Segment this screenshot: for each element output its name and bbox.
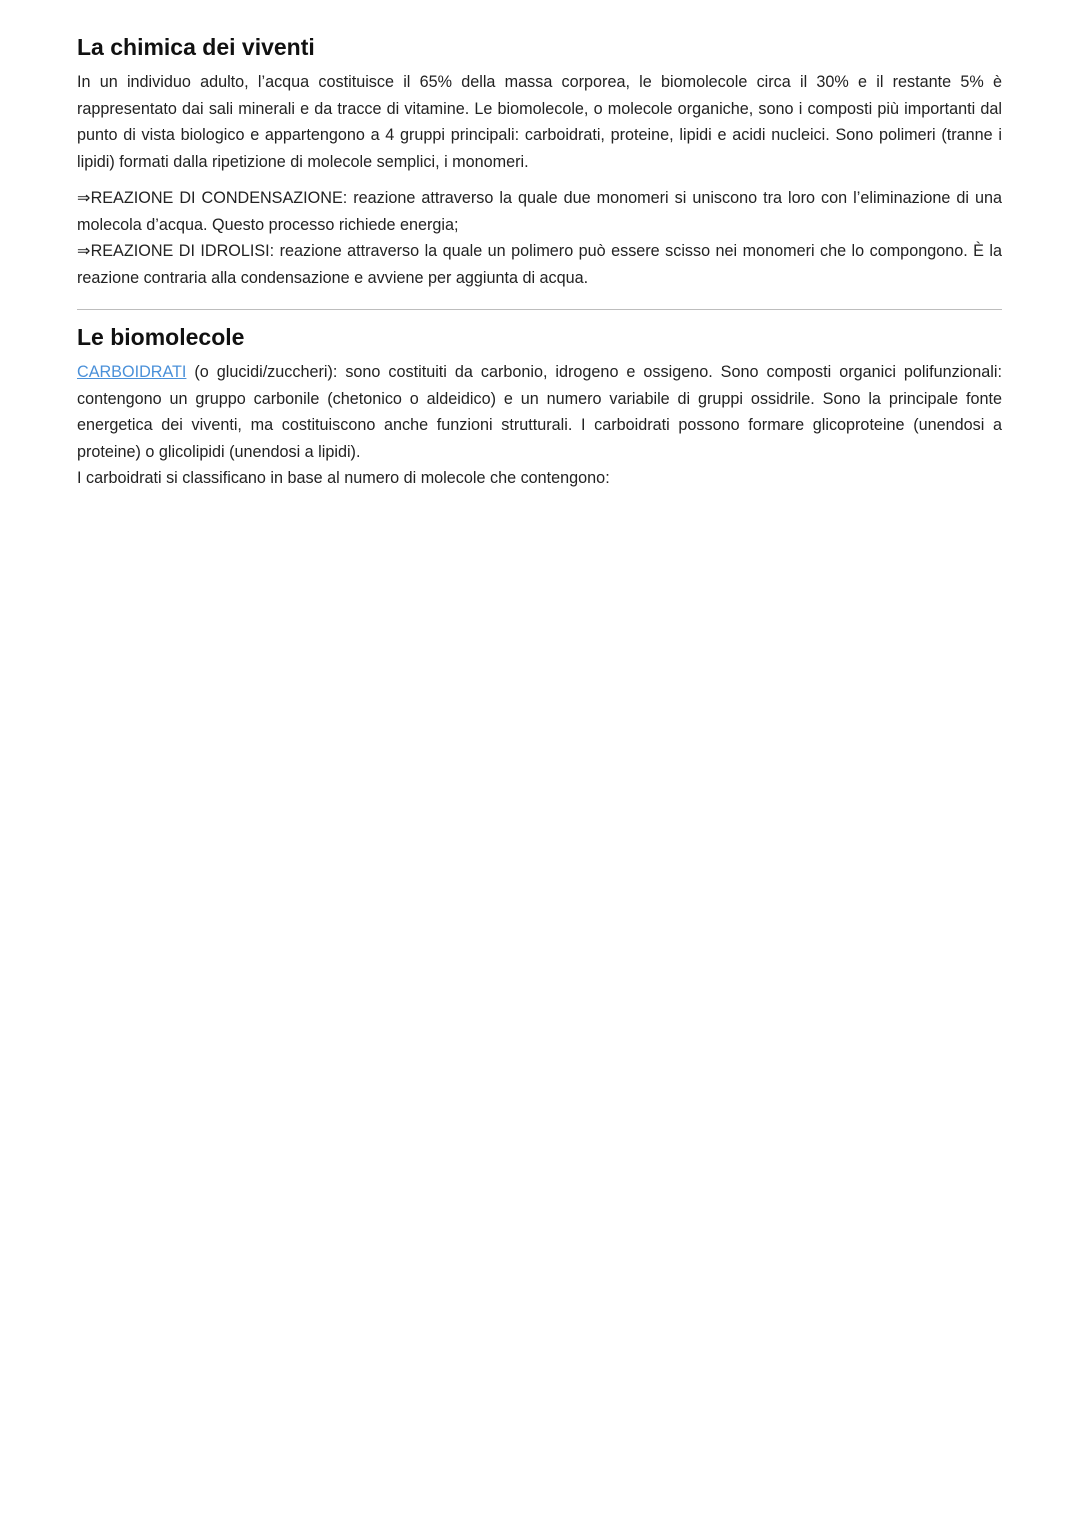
section-title-biomolecole: Le biomolecole: [77, 324, 245, 350]
classificazione-paragraph: I carboidrati si classificano in base al numero di molecole che contengono:: [77, 469, 610, 487]
carboidrati-link[interactable]: CARBOIDRATI: [77, 363, 187, 381]
section-divider: [77, 309, 1002, 310]
carboidrati-text: (o glucidi/zuccheri): sono costituiti da carbonio, idrogeno e ossigeno. Sono composti organici polifunzionali: contengono un gruppo carbonile (chetonico o aldeidico) e un numero variabile di gruppi ossidrile. Sono la principale fonte energetica dei viventi, ma costituiscono anche funzioni strutturali. I carboidrati possono formare glicoproteine (unendosi a proteine) o glicolipidi (unendosi a lipidi).: [77, 363, 1002, 461]
condensazione-paragraph: ⇒REAZIONE DI CONDENSAZIONE: reazione attraverso la quale due monomeri si uniscono tra loro con l’eliminazione di una molecola d’acqua. Questo processo richiede energia;: [77, 189, 1002, 234]
carboidrati-paragraph: [77, 359, 1002, 465]
idrolisi-paragraph: ⇒REAZIONE DI IDROLISI: reazione attraverso la quale un polimero può essere scisso nei monomeri che lo compongono. È la reazione contraria alla condensazione e avviene per aggiunta di acqua.: [77, 242, 1002, 287]
section-title-chimica: La chimica dei viventi: [77, 34, 315, 60]
page: [77, 34, 1002, 492]
intro-paragraph: In un individuo adulto, l’acqua costituisce il 65% della massa corporea, le biomolecole circa il 30% e il restante 5% è rappresentato dai sali minerali e da tracce di vitamine. Le biomolecole, o molecole organiche, sono i composti più importanti dal punto di vista biologico e appartengono a 4 gruppi principali: carboidrati, proteine, lipidi e acidi nucleici. Sono polimeri (tranne i lipidi) formati dalla ripetizione di molecole semplici, i monomeri.: [77, 73, 1002, 171]
